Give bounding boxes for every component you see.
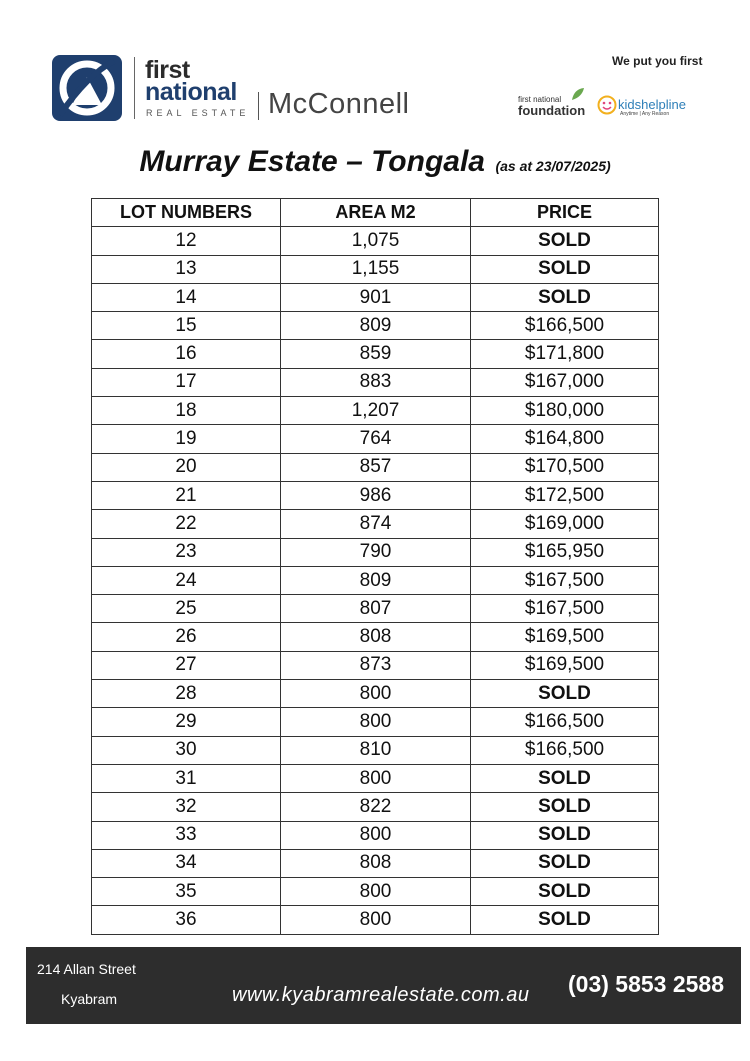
first-national-logo-icon	[52, 55, 122, 121]
table-row	[92, 680, 659, 708]
lot-number-cell: 19	[92, 425, 281, 453]
lot-number-cell: 28	[92, 680, 281, 708]
lot-number-cell: 32	[92, 793, 281, 821]
lot-number-cell: 34	[92, 849, 281, 877]
lot-number-cell: 33	[92, 821, 281, 849]
kids-helpline-subtext: Anytime | Any Reason	[620, 111, 670, 117]
area-cell: 859	[281, 340, 471, 368]
website-link[interactable]: www.kyabramrealestate.com.au	[232, 984, 530, 1006]
area-cell: 800	[281, 680, 471, 708]
lot-number-cell: 24	[92, 566, 281, 594]
price-cell: $167,000	[471, 368, 659, 396]
lot-number-cell: 31	[92, 764, 281, 792]
lot-number-cell: 14	[92, 283, 281, 311]
price-cell: $171,800	[471, 340, 659, 368]
table-row	[92, 453, 659, 481]
address-line-2: Kyabram	[61, 991, 118, 1007]
table-row	[92, 227, 659, 255]
lot-number-cell: 22	[92, 510, 281, 538]
as-at-date: (as at 23/07/2025)	[495, 158, 611, 174]
area-cell: 809	[281, 312, 471, 340]
lot-number-cell: 23	[92, 538, 281, 566]
header-divider	[134, 57, 135, 119]
area-cell: 809	[281, 566, 471, 594]
lot-number-cell: 27	[92, 651, 281, 679]
area-cell: 873	[281, 651, 471, 679]
area-cell: 800	[281, 878, 471, 906]
footer	[26, 947, 741, 1024]
price-cell: $166,500	[471, 708, 659, 736]
lot-number-cell: 21	[92, 481, 281, 509]
estate-title: Murray Estate – Tongala	[139, 145, 485, 178]
table-row	[92, 283, 659, 311]
table-row	[92, 397, 659, 425]
header	[0, 0, 750, 140]
table-row	[92, 312, 659, 340]
table-row	[92, 849, 659, 877]
price-cell: $169,000	[471, 510, 659, 538]
table-row	[92, 340, 659, 368]
lot-number-cell: 16	[92, 340, 281, 368]
area-cell: 822	[281, 793, 471, 821]
foundation-small-text: first national	[518, 95, 562, 104]
price-cell: SOLD	[471, 680, 659, 708]
area-cell: 1,075	[281, 227, 471, 255]
area-cell: 1,207	[281, 397, 471, 425]
price-cell: $167,500	[471, 566, 659, 594]
price-cell: SOLD	[471, 821, 659, 849]
area-cell: 986	[281, 481, 471, 509]
header-area: AREA M2	[281, 199, 471, 227]
price-cell: $170,500	[471, 453, 659, 481]
price-cell: SOLD	[471, 906, 659, 934]
area-cell: 901	[281, 283, 471, 311]
table-row	[92, 255, 659, 283]
brand-real-estate: REAL ESTATE	[146, 108, 250, 118]
area-cell: 800	[281, 764, 471, 792]
table-row	[92, 764, 659, 792]
area-cell: 800	[281, 821, 471, 849]
area-cell: 1,155	[281, 255, 471, 283]
table-row	[92, 906, 659, 934]
area-cell: 800	[281, 708, 471, 736]
area-cell: 790	[281, 538, 471, 566]
brand-national: national	[145, 78, 237, 106]
area-cell: 808	[281, 623, 471, 651]
address-line-1: 214 Allan Street	[37, 961, 136, 977]
area-cell: 764	[281, 425, 471, 453]
table-row	[92, 736, 659, 764]
lot-number-cell: 36	[92, 906, 281, 934]
tagline: We put you first	[612, 54, 703, 68]
area-cell: 800	[281, 906, 471, 934]
table-row	[92, 878, 659, 906]
table-row	[92, 821, 659, 849]
table-row	[92, 481, 659, 509]
kids-helpline-logo	[597, 95, 686, 120]
lot-number-cell: 15	[92, 312, 281, 340]
lot-number-cell: 20	[92, 453, 281, 481]
lot-number-cell: 25	[92, 595, 281, 623]
smiley-icon	[597, 95, 617, 115]
price-cell: $172,500	[471, 481, 659, 509]
lot-number-cell: 12	[92, 227, 281, 255]
area-cell: 808	[281, 849, 471, 877]
area-cell: 807	[281, 595, 471, 623]
area-cell: 883	[281, 368, 471, 396]
header-lot-numbers: LOT NUMBERS	[92, 199, 281, 227]
lot-number-cell: 17	[92, 368, 281, 396]
table-row	[92, 708, 659, 736]
foundation-big-text: foundation	[518, 103, 586, 118]
table-row	[92, 651, 659, 679]
table-row	[92, 595, 659, 623]
table-row	[92, 538, 659, 566]
lot-number-cell: 29	[92, 708, 281, 736]
price-cell: SOLD	[471, 255, 659, 283]
lot-number-cell: 13	[92, 255, 281, 283]
price-cell: SOLD	[471, 849, 659, 877]
header-price: PRICE	[471, 199, 659, 227]
lot-number-cell: 26	[92, 623, 281, 651]
price-cell: $167,500	[471, 595, 659, 623]
kids-helpline-text: kidshelpline	[618, 97, 686, 112]
area-cell: 857	[281, 453, 471, 481]
area-cell: 874	[281, 510, 471, 538]
table-row	[92, 368, 659, 396]
table-header-row	[92, 199, 659, 227]
table-row	[92, 566, 659, 594]
lot-number-cell: 18	[92, 397, 281, 425]
table-row	[92, 510, 659, 538]
lot-number-cell: 30	[92, 736, 281, 764]
price-cell: $164,800	[471, 425, 659, 453]
price-cell: $169,500	[471, 623, 659, 651]
price-cell: SOLD	[471, 793, 659, 821]
table-row	[92, 793, 659, 821]
price-cell: SOLD	[471, 878, 659, 906]
price-cell: $166,500	[471, 312, 659, 340]
lots-table	[91, 198, 659, 935]
office-name: McConnell	[268, 88, 410, 120]
office-divider	[258, 92, 259, 120]
price-cell: SOLD	[471, 227, 659, 255]
leaf-icon	[570, 87, 586, 101]
area-cell: 810	[281, 736, 471, 764]
lot-number-cell: 35	[92, 878, 281, 906]
price-cell: $169,500	[471, 651, 659, 679]
price-cell: SOLD	[471, 283, 659, 311]
table-row	[92, 623, 659, 651]
brand-first: first	[145, 56, 190, 84]
price-cell: $166,500	[471, 736, 659, 764]
price-cell: SOLD	[471, 764, 659, 792]
foundation-logo	[518, 95, 585, 118]
price-cell: $180,000	[471, 397, 659, 425]
price-cell: $165,950	[471, 538, 659, 566]
table-row	[92, 425, 659, 453]
phone-number[interactable]: (03) 5853 2588	[568, 971, 725, 997]
page-title	[0, 145, 750, 179]
